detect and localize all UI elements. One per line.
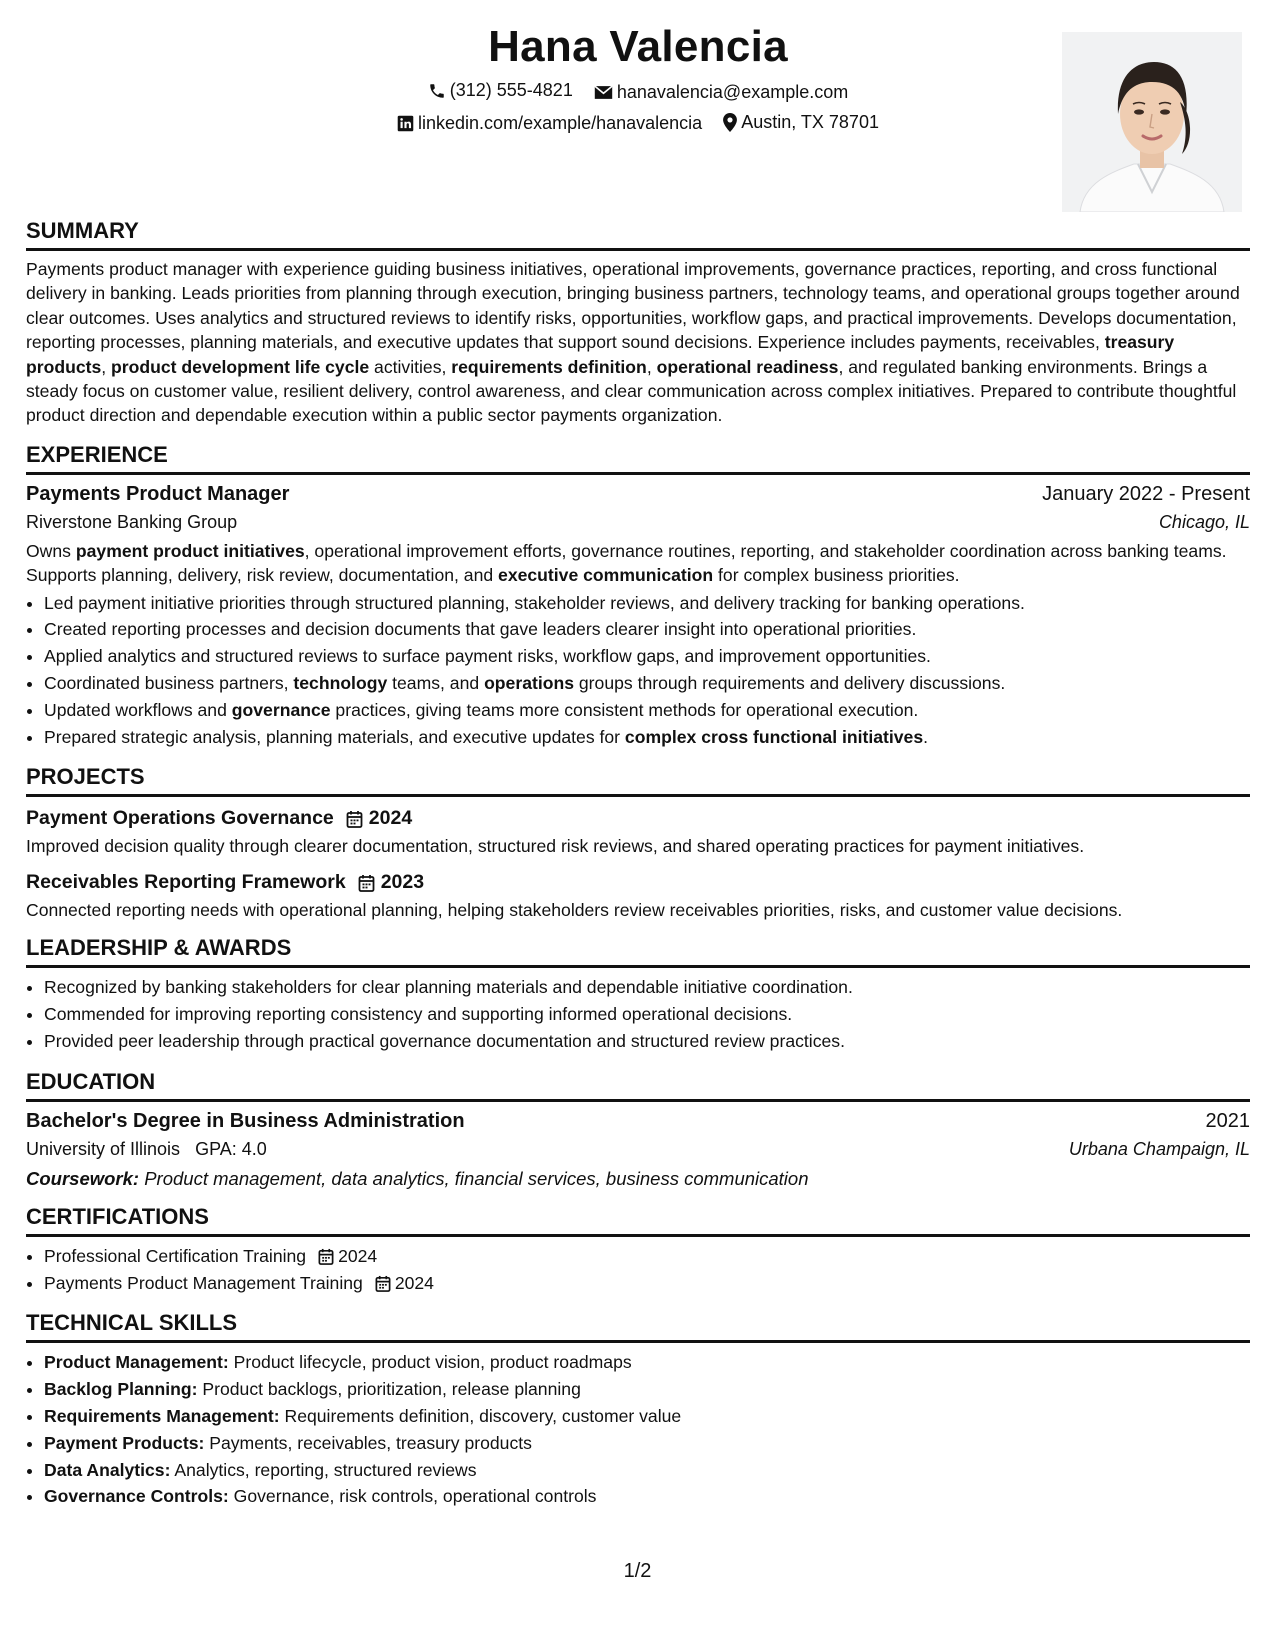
skill-values: Product lifecycle, product vision, product roadmaps bbox=[228, 1352, 632, 1373]
skill-category: Governance Controls: bbox=[44, 1486, 229, 1507]
school-location: Urbana Champaign, IL bbox=[1068, 1138, 1250, 1159]
section-title-certifications: CERTIFICATIONS bbox=[26, 1204, 1250, 1237]
school-and-gpa bbox=[26, 1139, 267, 1160]
skill-category: Data Analytics: bbox=[44, 1459, 171, 1480]
email-address[interactable]: hanavalencia@example.com bbox=[616, 81, 849, 102]
list-item bbox=[44, 1483, 1250, 1510]
list-item bbox=[44, 1457, 1250, 1484]
job-header bbox=[26, 483, 1250, 506]
certification bbox=[44, 1243, 1250, 1270]
email-item[interactable] bbox=[594, 82, 848, 103]
list-item: • Applied analytics and structured reviews to surface payment risks, workflow gaps, and improvement opportunities. bbox=[44, 643, 1250, 670]
skill-category: Requirements Management: bbox=[44, 1406, 280, 1427]
calendar-icon bbox=[358, 874, 375, 892]
list-item bbox=[44, 1349, 1250, 1376]
project-description: Improved decision quality through clearer documentation, structured risk reviews, and shared operating practices for payment initiatives. bbox=[26, 836, 1085, 857]
bullet-text: practices, giving teams more consistent methods for operational execution. bbox=[330, 699, 919, 720]
list-item bbox=[44, 1403, 1250, 1430]
education-header bbox=[26, 1110, 1250, 1133]
bullet-keyword: technology bbox=[293, 673, 388, 694]
phone-item bbox=[428, 80, 573, 101]
section-title-skills: TECHNICAL SKILLS bbox=[26, 1310, 1250, 1343]
linkedin-icon bbox=[397, 115, 414, 132]
project-year: 2024 bbox=[368, 807, 413, 830]
coursework-text: Product management, data analytics, financial services, business communication bbox=[139, 1167, 809, 1189]
summary-text-part: Payments product manager with experience guiding business initiatives, operational improvements, governance practices, reporting, and cross functional delivery in banking. Leads priorities from planning through execution, bringing business partners, technology teams, and operational groups together around clear outcomes. Uses analytics and structured reviews to identify risks, opportunities, workflow gaps, and practical improvements. Develops documentation, reporting processes, planning materials, and executive updates that support sound decisions. Experience includes payments, receivables, bbox=[26, 259, 1240, 353]
skill-category: Payment Products: bbox=[44, 1432, 205, 1453]
section-title-leadership: LEADERSHIP & AWARDS bbox=[26, 935, 1250, 968]
skill-values: Payments, receivables, treasury products bbox=[204, 1432, 532, 1453]
certification-year: 2024 bbox=[394, 1272, 434, 1293]
list-item: • Recognized by banking stakeholders for clear planning materials and dependable initiative coordination. bbox=[44, 974, 1250, 1001]
job-description-part: Owns bbox=[26, 540, 76, 561]
profile-photo bbox=[1062, 32, 1242, 212]
summary-text-part: activities, bbox=[369, 356, 452, 377]
certifications-section bbox=[26, 1204, 1250, 1297]
calendar-icon bbox=[375, 1275, 391, 1292]
job-title: Payments Product Manager bbox=[26, 482, 290, 505]
coursework-label: Coursework: bbox=[26, 1167, 140, 1189]
coursework bbox=[26, 1168, 1250, 1190]
linkedin-item[interactable] bbox=[397, 113, 702, 134]
job-subheader bbox=[26, 512, 1250, 533]
bullet-text: . bbox=[923, 726, 929, 747]
education-section bbox=[26, 1069, 1250, 1190]
project-name: Payment Operations Governance bbox=[26, 807, 334, 830]
degree-name: Bachelor's Degree in Business Administration bbox=[26, 1109, 465, 1132]
list-item: • Led payment initiative priorities through structured planning, stakeholder reviews, and delivery tracking for banking operations. bbox=[44, 590, 1250, 617]
bullet-keyword: complex cross functional initiatives bbox=[624, 726, 924, 747]
list-item bbox=[44, 724, 1250, 751]
list-item bbox=[44, 1243, 1250, 1270]
summary-keyword: operational readiness bbox=[656, 356, 839, 377]
summary-keyword: treasury products bbox=[26, 332, 1175, 377]
job-description-part: for complex business priorities. bbox=[713, 565, 960, 586]
skill-values: Requirements definition, discovery, customer value bbox=[279, 1406, 682, 1427]
page-number: 1/2 bbox=[623, 1560, 652, 1582]
linkedin-url[interactable]: linkedin.com/example/hanavalencia bbox=[418, 113, 703, 133]
projects-section bbox=[26, 764, 1250, 921]
bullet-text: Updated workflows and bbox=[44, 699, 232, 720]
list-item bbox=[44, 697, 1250, 724]
leadership-section bbox=[26, 935, 1250, 1054]
company-name: Riverstone Banking Group bbox=[26, 511, 238, 532]
summary-text-part: , and regulated banking environments. Brings a steady focus on customer value, resilient delivery, control awareness, and clear communication across complex initiatives. Prepared to contribute thoughtful product direction and dependable execution within a public sector payments organization. bbox=[26, 356, 1237, 426]
section-title-projects: PROJECTS bbox=[26, 764, 1250, 797]
certification bbox=[44, 1270, 1250, 1297]
list-item: • Created reporting processes and decision documents that gave leaders clearer insight into operational priorities. bbox=[44, 616, 1250, 643]
summary-text-part: , bbox=[101, 356, 112, 377]
project-year: 2023 bbox=[380, 871, 425, 894]
list-item bbox=[44, 1270, 1250, 1297]
section-title-summary: SUMMARY bbox=[26, 218, 1250, 251]
graduation-year: 2021 bbox=[1205, 1109, 1250, 1132]
candidate-name: Hana Valencia bbox=[488, 22, 788, 71]
job-description bbox=[26, 539, 1250, 588]
job-bullets bbox=[26, 590, 1250, 751]
phone-icon bbox=[428, 82, 446, 100]
job-description-part: , operational improvement efforts, governance routines, reporting, and stakeholder coordination across banking teams. Supports planning, delivery, risk review, documentation, and bbox=[26, 540, 1227, 586]
location-text: Austin, TX 78701 bbox=[741, 112, 879, 132]
certification-year: 2024 bbox=[338, 1245, 378, 1266]
location-item bbox=[723, 112, 879, 133]
skill-category: Product Management: bbox=[44, 1352, 229, 1373]
list-item: • Commended for improving reporting consistency and supporting informed operational decisions. bbox=[44, 1001, 1250, 1028]
summary-keyword: requirements definition bbox=[451, 356, 647, 377]
section-title-experience: EXPERIENCE bbox=[26, 442, 1250, 475]
skills-section bbox=[26, 1310, 1250, 1510]
bullet-text: Prepared strategic analysis, planning materials, and executive updates for bbox=[44, 726, 625, 747]
project-name: Receivables Reporting Framework bbox=[26, 871, 346, 894]
list-item: • Provided peer leadership through practical governance documentation and structured review practices. bbox=[44, 1028, 1250, 1055]
resume-page bbox=[26, 0, 1250, 1524]
project-header bbox=[26, 871, 1250, 894]
project-header bbox=[26, 807, 1250, 830]
certification-name: • Payments Product Management Training bbox=[44, 1272, 363, 1293]
skill-category: Backlog Planning: bbox=[44, 1379, 198, 1400]
calendar-icon bbox=[318, 1248, 334, 1265]
experience-section bbox=[26, 442, 1250, 751]
certifications-list bbox=[26, 1243, 1250, 1297]
bullet-text: Coordinated business partners, bbox=[44, 673, 294, 694]
certification-name: • Professional Certification Training bbox=[44, 1245, 307, 1266]
job-dates: January 2022 - Present bbox=[1042, 482, 1250, 505]
skills-list bbox=[26, 1349, 1250, 1510]
resume-header bbox=[26, 0, 1250, 218]
skill-values: Product backlogs, prioritization, release planning bbox=[197, 1379, 581, 1400]
job-keyword: executive communication bbox=[498, 565, 714, 586]
skill-values: Governance, risk controls, operational controls bbox=[228, 1486, 597, 1507]
summary-text bbox=[26, 257, 1250, 428]
envelope-icon bbox=[594, 85, 613, 100]
job-keyword: payment product initiatives bbox=[75, 540, 305, 561]
map-pin-icon bbox=[723, 113, 737, 132]
section-title-education: EDUCATION bbox=[26, 1069, 1250, 1102]
bullet-text: groups through requirements and delivery discussions. bbox=[574, 673, 1006, 694]
summary-keyword: product development life cycle bbox=[111, 356, 370, 377]
calendar-icon bbox=[346, 810, 363, 828]
phone-number: (312) 555-4821 bbox=[449, 80, 573, 100]
project-description: Connected reporting needs with operational planning, helping stakeholders review receivables priorities, risks, and customer value decisions. bbox=[26, 900, 1123, 921]
gpa: GPA: 4.0 bbox=[195, 1138, 267, 1159]
skill-values: Analytics, reporting, structured reviews bbox=[170, 1459, 477, 1480]
list-item bbox=[44, 670, 1250, 697]
school-name: University of Illinois bbox=[26, 1138, 181, 1159]
education-subheader bbox=[26, 1139, 1250, 1160]
summary-section bbox=[26, 218, 1250, 428]
job-location: Chicago, IL bbox=[1158, 511, 1250, 532]
bullet-keyword: governance bbox=[231, 699, 331, 720]
list-item bbox=[44, 1430, 1250, 1457]
bullet-keyword: operations bbox=[484, 673, 574, 694]
bullet-text: teams, and bbox=[387, 673, 485, 694]
list-item bbox=[44, 1376, 1250, 1403]
summary-text-part: , bbox=[646, 356, 657, 377]
leadership-list bbox=[26, 974, 1250, 1054]
